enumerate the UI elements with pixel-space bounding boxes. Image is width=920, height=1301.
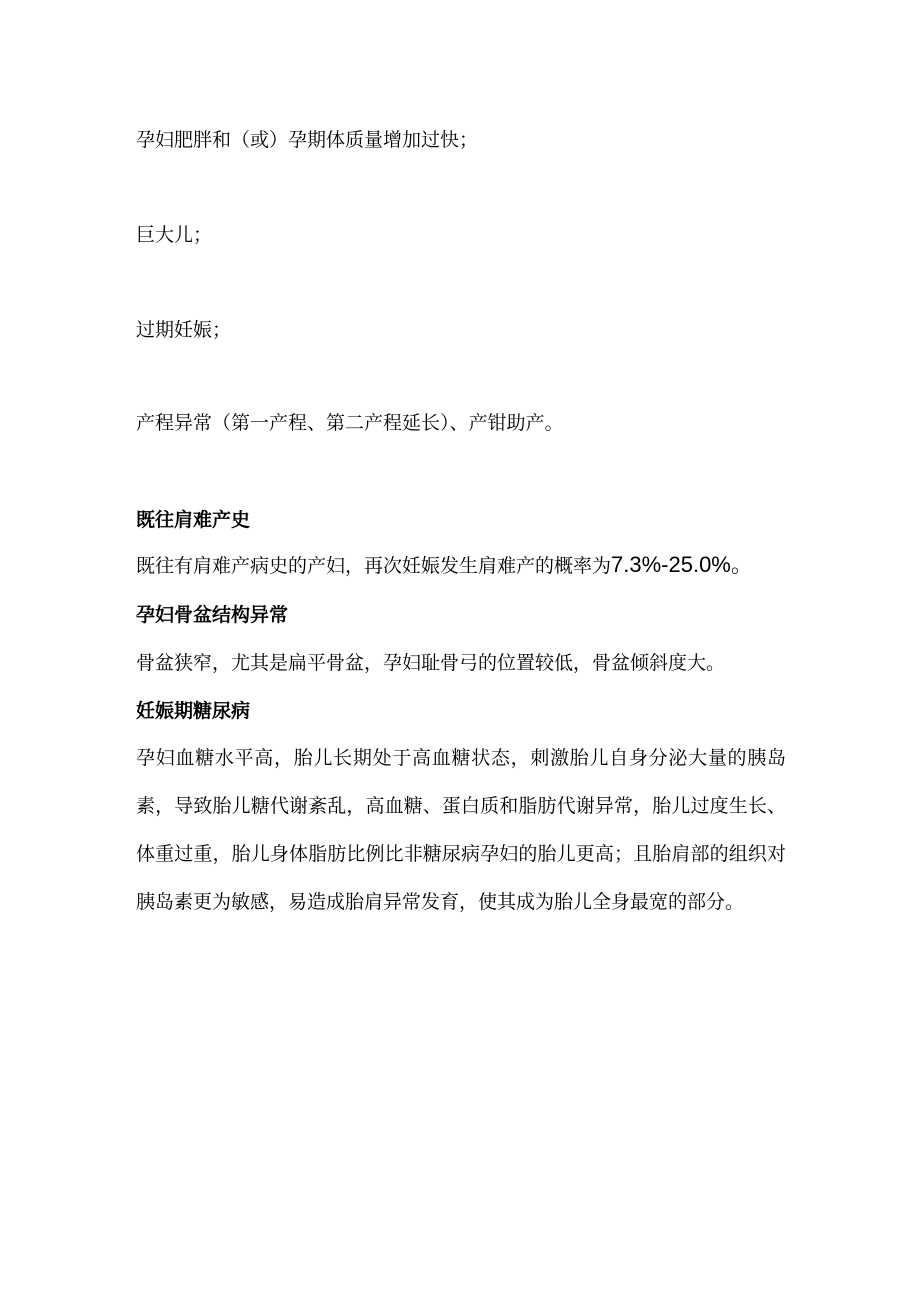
list-item-postterm: 过期妊娠； [136, 319, 232, 341]
list-item-labor-abnormal: 产程异常（第一产程、第二产程延长）、产钳助产。 [136, 412, 564, 434]
list-item-macrosomia: 巨大儿； [136, 224, 213, 246]
heading-diabetes: 妊娠期糖尿病 [136, 700, 251, 722]
diabetes-body: 孕妇血糖水平高，胎儿长期处于高血糖状态，刺激胎儿自身分泌大量的胰岛素，导致胎儿糖代谢紊乱，高血糖、蛋白质和脂肪代谢异常，胎儿过度生长、体重过重，胎儿身体脂肪比例比非糖尿病孕妇的胎儿更高；且胎肩部的组织对胰岛素更为敏感，易造成胎肩异常发育，使其成为胎儿全身最宽的部分。 [136, 747, 786, 913]
list-item-obesity: 孕妇肥胖和（或）孕期体质量增加过快； [136, 129, 479, 151]
heading-pelvis: 孕妇骨盆结构异常 [136, 604, 289, 626]
pelvis-body: 骨盆狭窄，尤其是扁平骨盆，孕妇耻骨弓的位置较低，骨盆倾斜度大。 [136, 652, 726, 674]
history-body-text: 既往有肩难产病史的产妇，再次妊娠发生肩难产的概率为 [136, 555, 612, 577]
history-body [136, 552, 753, 579]
heading-history: 既往肩难产史 [136, 509, 251, 531]
history-rate-value: 7.3%-25.0%。 [611, 552, 753, 577]
